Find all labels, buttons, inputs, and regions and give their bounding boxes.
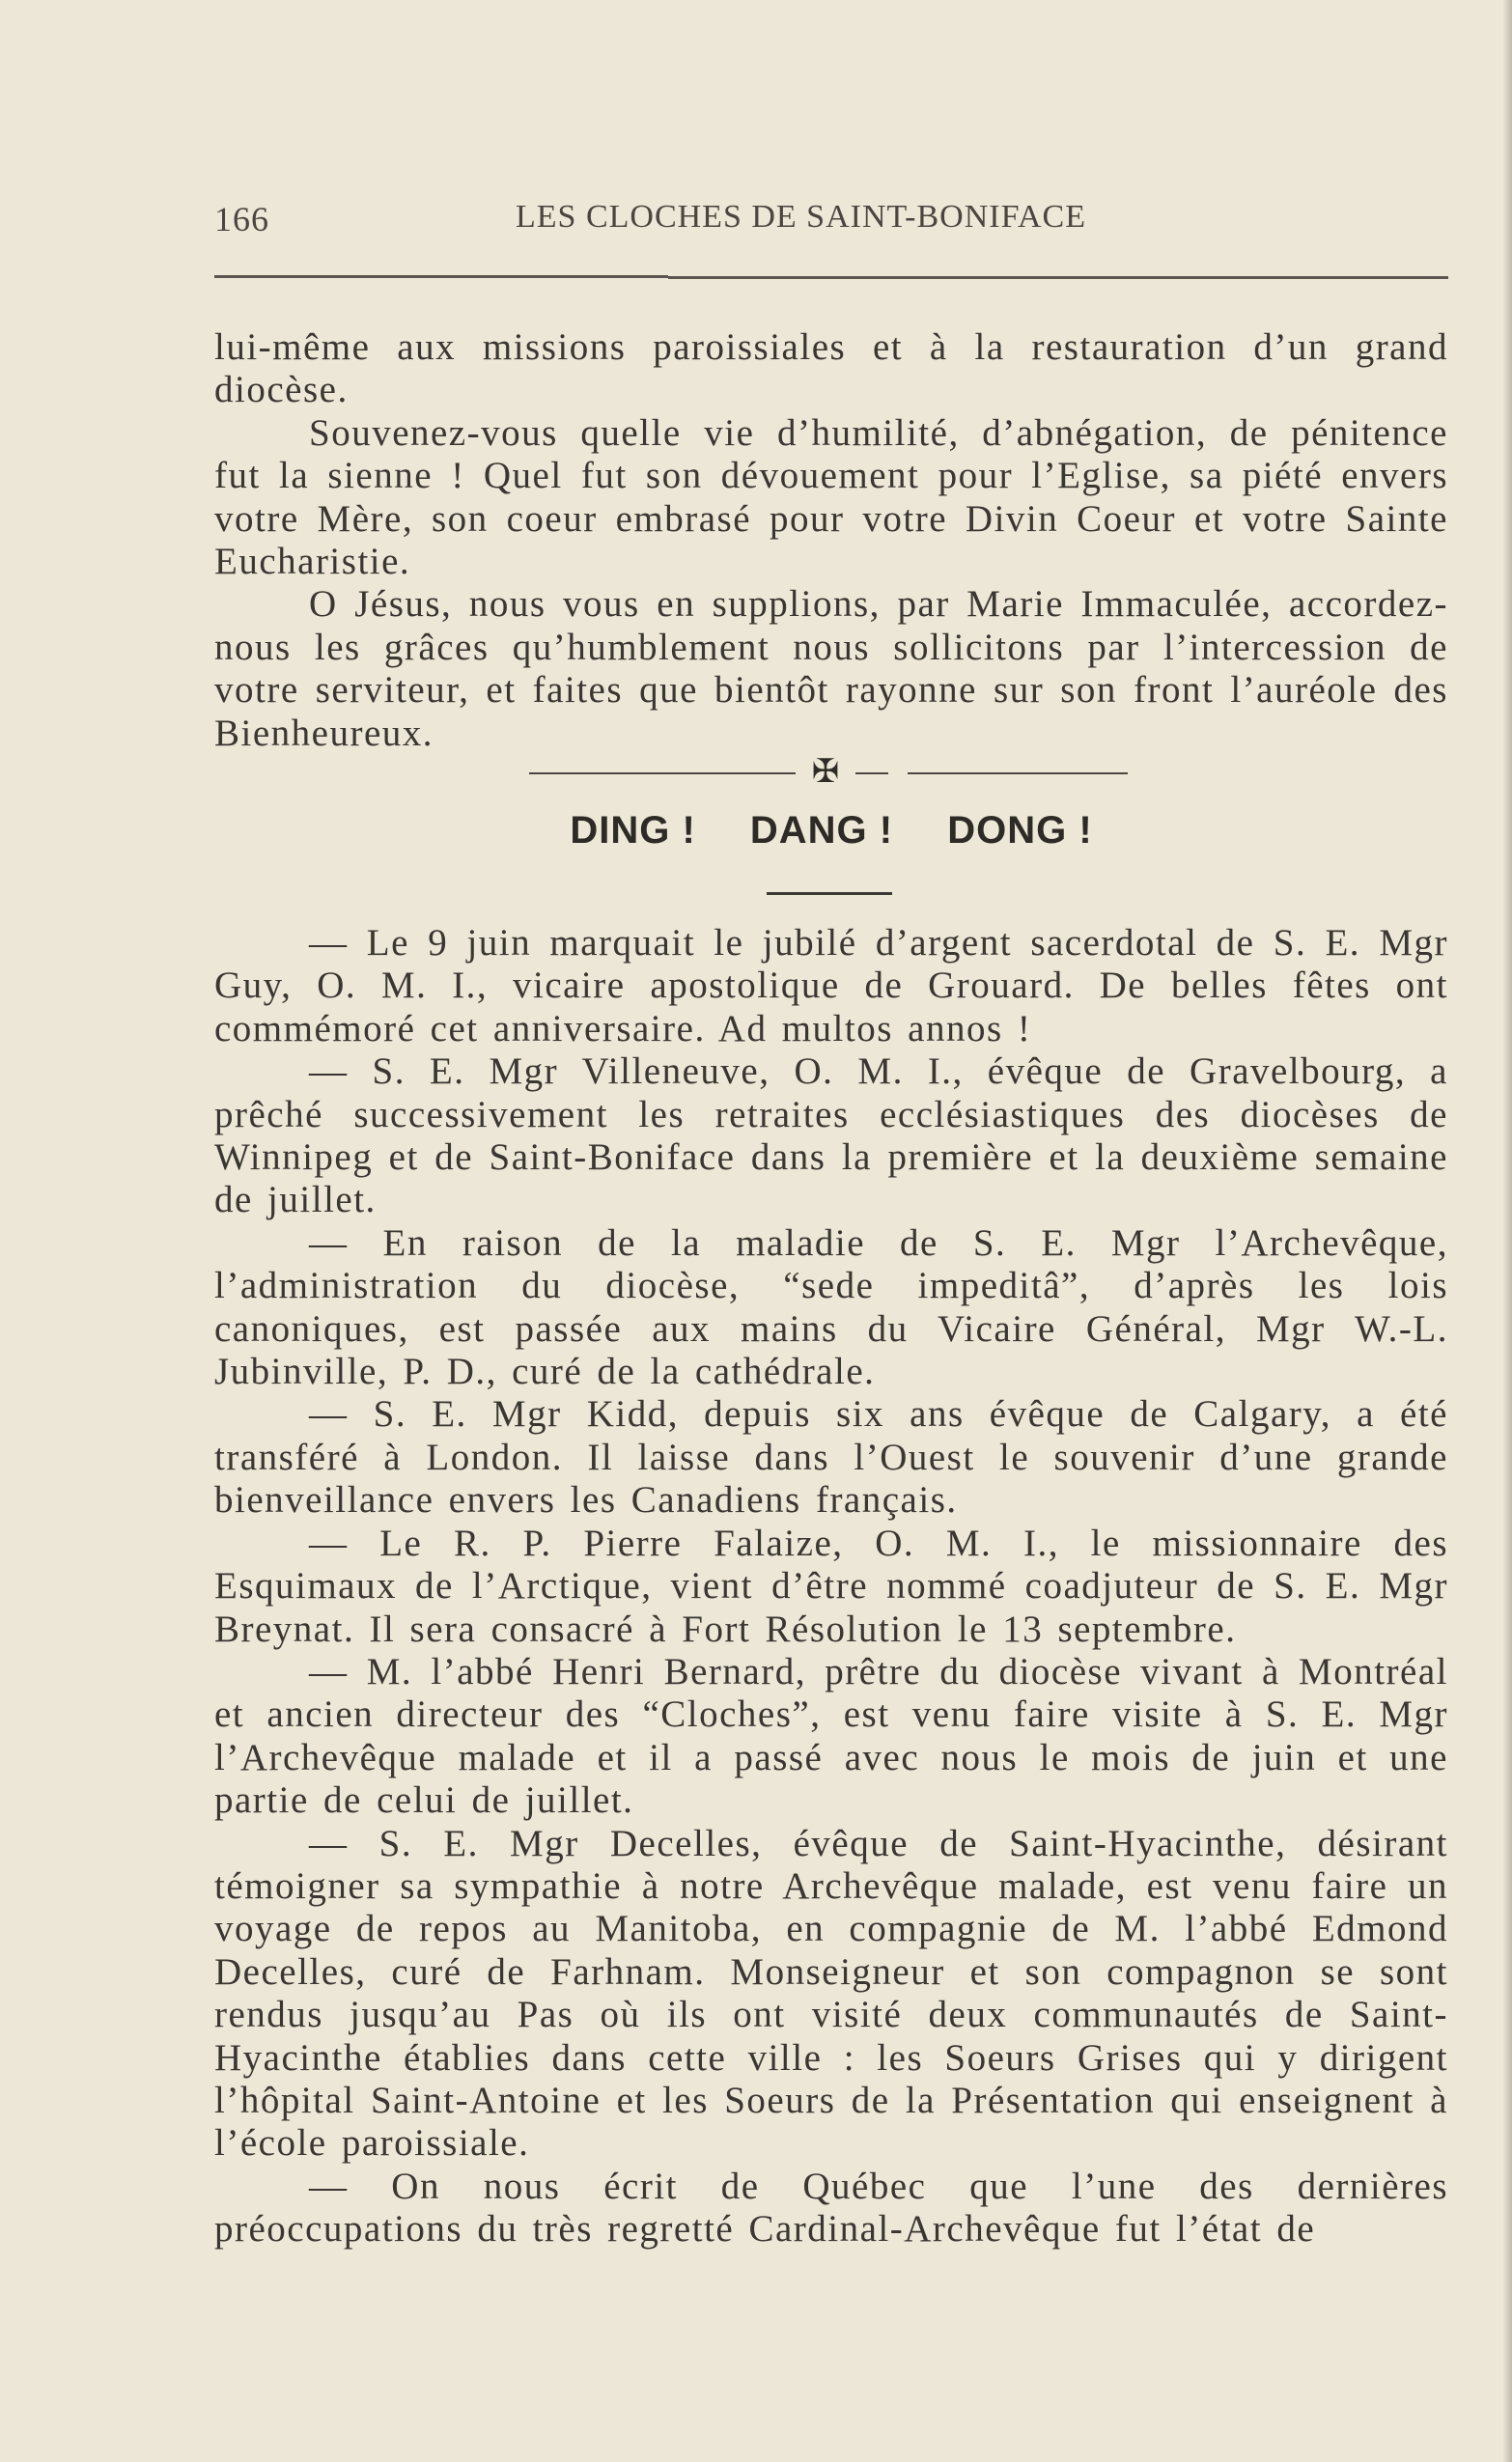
page-header: [214, 191, 1448, 249]
paragraph: Souvenez-vous quelle vie d’humilité, d’abnégation, de pénitence fut la sienne ! Quel fut son dévouement pour l’Eglise, sa piété envers votre Mère, son coeur embrasé pour votre Divin Coeur et votre Sainte Eucharistie.: [214, 411, 1448, 583]
section-ornament: [529, 756, 1128, 791]
news-item: — En raison de la maladie de S. E. Mgr l’Archevêque, l’administration du diocèse, “sede impeditâ”, d’après les lois canoniques, est passée aux mains du Vicaire Général, Mgr W.-L. Jubinville, P. D., curé de la cathédrale.: [214, 1221, 1448, 1393]
ornament-dash: [855, 772, 888, 774]
news-item: — S. E. Mgr Decelles, évêque de Saint-Hyacinthe, désirant témoigner sa sympathie à notre Archevêque malade, est venu faire un voyage de repos au Manitoba, en compagnie de M. l’abbé Edmond Decelles, curé de Farhnam. Monseigneur et son compagnon se sont rendus jusqu’au Pas où ils ont visité deux communautés de Saint-Hyacinthe établies dans cette ville : les Soeurs Grises qui y dirigent l’hôpital Saint-Antoine et les Soeurs de la Présentation qui enseignent à l’école paroissiale.: [214, 1822, 1448, 2165]
maltese-cross-icon: ✠: [811, 754, 840, 790]
header-rule: [214, 275, 1448, 280]
page-edge-shadow: [1502, 0, 1512, 2462]
news-item: — S. E. Mgr Kidd, depuis six ans évêque de Calgary, a été transféré à London. Il laisse dans l’Ouest le souvenir d’une grande bienveillance envers les Canadiens français.: [214, 1393, 1448, 1522]
section-title-word: DANG !: [749, 809, 894, 852]
section-title-rule: [767, 892, 892, 895]
header-rule-right: [668, 276, 1448, 279]
ornament-rule-left: [529, 772, 796, 774]
news-item: — M. l’abbé Henri Bernard, prêtre du diocèse vivant à Montréal et ancien directeur des “Cloches”, est venu faire visite à S. E. Mgr l’Archevêque malade et il a passé avec nous le mois de juin et une partie de celui de juillet.: [214, 1650, 1448, 1822]
page-number: 166: [214, 200, 269, 238]
ornament-rule-right: [908, 772, 1128, 774]
paragraph: O Jésus, nous vous en supplions, par Marie Immaculée, accordez-nous les grâces qu’humblement nous sollicitons par l’intercession de votre serviteur, et faites que bientôt rayonne sur son front l’auréole des Bienheureux.: [214, 583, 1448, 754]
running-title: LES CLOCHES DE SAINT-BONIFACE: [516, 199, 1086, 235]
news-item: — S. E. Mgr Villeneuve, O. M. I., évêque de Gravelbourg, a prêché successivement les retraites ecclésiastiques des diocèses de Winnipeg et de Saint-Boniface dans la première et la deuxième semaine de juillet.: [214, 1050, 1448, 1221]
news-items: [214, 922, 1448, 2252]
paragraph: lui-même aux missions paroissiales et à la restauration d’un grand diocèse.: [214, 326, 1448, 411]
header-rule-left: [214, 275, 668, 278]
section-title: [214, 809, 1448, 853]
news-item: — Le R. P. Pierre Falaize, O. M. I., le missionnaire des Esquimaux de l’Arctique, vient d’être nommé coadjuteur de S. E. Mgr Breynat. Il sera consacré à Fort Résolution le 13 septembre.: [214, 1522, 1448, 1650]
news-item: — On nous écrit de Québec que l’une des dernières préoccupations du très regretté Cardinal-Archevêque fut l’état de: [214, 2165, 1448, 2251]
section-title-word: DONG !: [947, 809, 1093, 852]
section-title-word: DING !: [570, 809, 696, 852]
intro-text: [214, 326, 1448, 755]
news-item: — Le 9 juin marquait le jubilé d’argent sacerdotal de S. E. Mgr Guy, O. M. I., vicaire apostolique de Grouard. De belles fêtes ont commémoré cet anniversaire. Ad multos annos !: [214, 922, 1448, 1049]
